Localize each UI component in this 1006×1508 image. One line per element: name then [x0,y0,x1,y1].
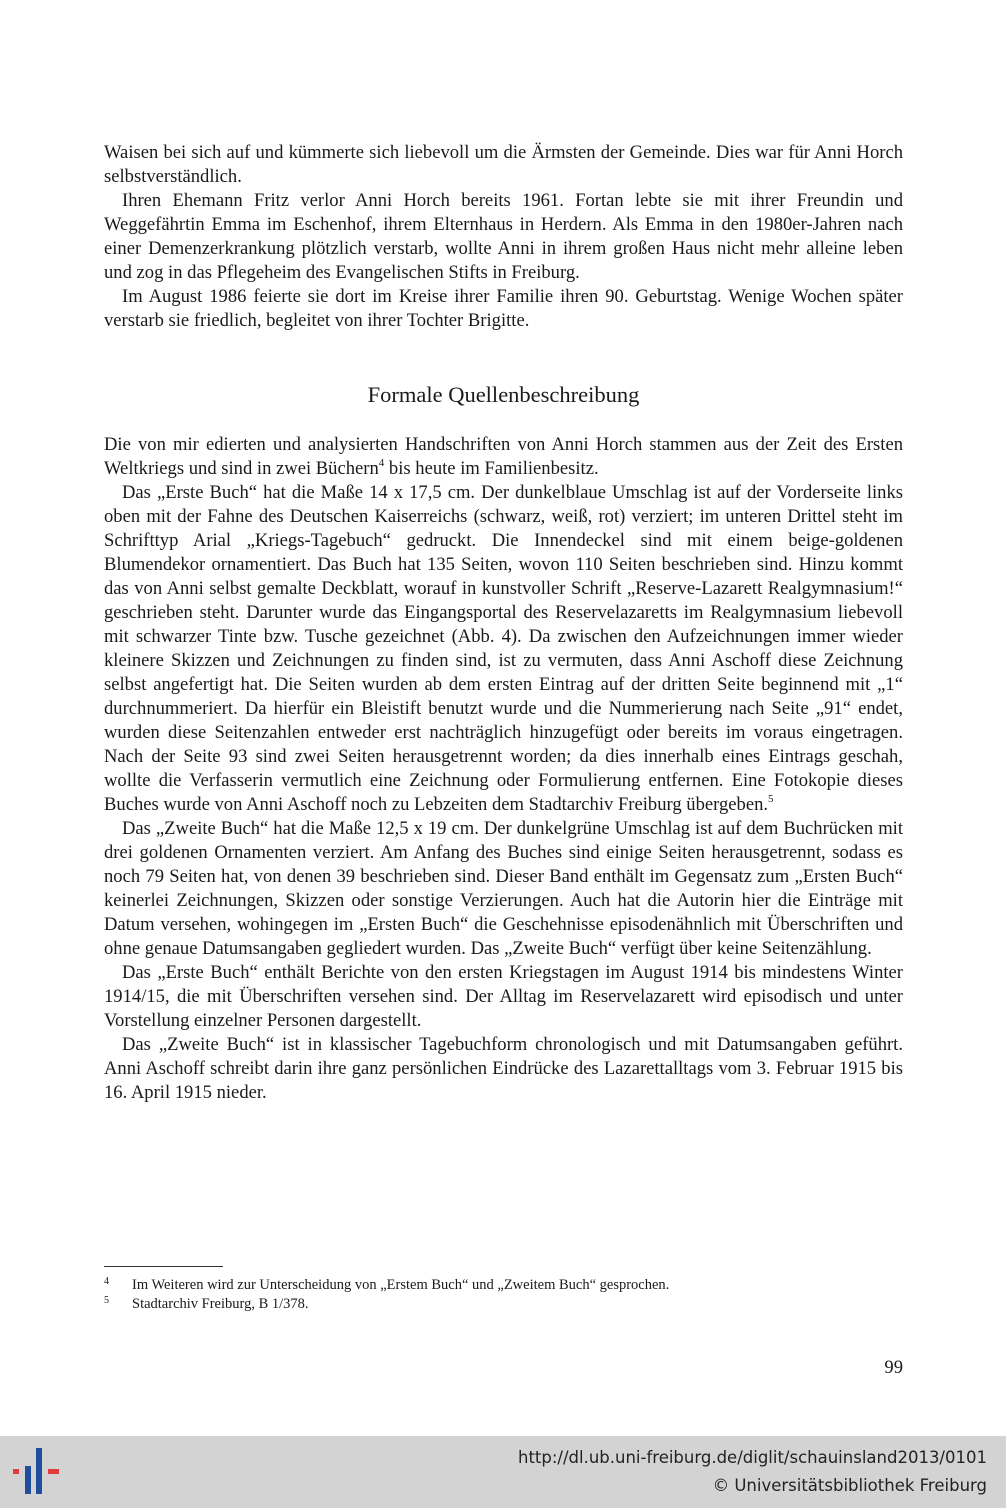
paragraph: Waisen bei sich auf und kümmerte sich liebevoll um die Ärmsten der Gemeinde. Dies war für Anni Horch selbstverständlich. [104,142,903,187]
page-number: 99 [884,1357,903,1378]
logo-red-mark [13,1469,19,1474]
footnote-text: Im Weiteren wird zur Unterscheidung von „Erstem Buch“ und „Zweitem Buch“ gesprochen. [132,1277,670,1293]
paragraph: Das „Zweite Buch“ hat die Maße 12,5 x 19 cm. Der dunkelgrüne Umschlag ist auf dem Buchrücken mit drei goldenen Ornamenten verziert. Am Anfang des Buches sind einige Seiten herausgetrennt, sodass es noch 79 Seiten hat, von denen 39 beschrieben sind. Dieser Band enthält im Gegensatz zum „Ersten Buch“ keinerlei Zeichnungen, Skizzen oder sonstige Verzierungen. Auch hat die Autorin hier die Einträge mit Datum versehen, wohingegen im „Ersten Buch“ die Geschehnisse episodenähnlich mit Überschriften und ohne genaue Datumsangaben gegliedert wurden. Das „Zweite Buch“ verfügt über keine Seitenzählung. [104,818,903,959]
footnote-marker[interactable]: 5 [768,792,774,805]
paragraph-text: Die von mir edierten und analysierten Handschriften von Anni Horch stammen aus der Zeit des Ersten Weltkriegs und sind in zwei Büchern [104,434,903,479]
library-footer-bar [0,1436,1006,1508]
paragraph: Das „Zweite Buch“ ist in klassischer Tagebuchform chronologisch und mit Datumsangaben geführt. Anni Aschoff schreibt darin ihre ganz persönlichen Eindrücke des Lazarettalltags vom 3. Februar 1915 bis 16. April 1915 nieder. [104,1034,903,1103]
paragraph: Ihren Ehemann Fritz verlor Anni Horch bereits 1961. Fortan lebte sie mit ihrer Freundin und Weggefährtin Emma im Eschenhof, ihrem Elternhaus in Herdern. Als Emma in den 1980er-Jahren nach einer Demenzerkrankung plötzlich verstarb, wollte Anni in ihrem großen Haus nicht mehr alleine leben und zog in das Pflegeheim des Evangelischen Stifts in Freiburg. [104,190,903,283]
paragraph-text: Das „Erste Buch“ hat die Maße 14 x 17,5 cm. Der dunkelblaue Umschlag ist auf der Vorderseite links oben mit der Fahne des Deutschen Kaiserreichs (schwarz, weiß, rot) verziert; im unteren Drittel steht im Schrifttyp Arial „Kriegs-Tagebuch“ gedruckt. Die Innendeckel sind mit einem beige-goldenen Blumendekor ornamentiert. Das Buch hat 135 Seiten, wovon 110 Seiten beschrieben sind. Hinzu kommt das von Anni selbst gemalte Deckblatt, worauf in kunstvoller Schrift „Reserve-Lazarett Realgymnasium!“ geschrieben steht. Darunter wurde das Eingangsportal des Reservelazaretts im Realgymnasium liebevoll mit schwarzer Tinte bzw. Tusche gezeichnet (Abb. 4). Da zwischen den Aufzeichnungen immer wieder kleinere Skizzen und Zeichnungen zu finden sind, ist zu vermuten, dass Anni Aschoff diese Zeichnung selbst angefertigt hat. Die Seiten wurden ab dem ersten Eintrag auf der dritten Seite beginnend mit „1“ durchnummeriert. Da hierfür ein Bleistift benutzt wurde und die Nummerierung nach Seite „91“ endet, wurden diese Seitenzahlen entweder erst nachträglich hinzugefügt oder bereits im voraus eingetragen. Nach der Seite 93 sind zwei Seiten herausgetrennt worden; da dies innerhalb eines Eintrags geschah, wollte die Verfasserin vermutlich eine Zeichnung oder Formulierung entfernen. Eine Fotokopie dieses Buches wurde von Anni Aschoff noch zu Lebzeiten dem Stadtarchiv Freiburg übergeben. [104,482,903,815]
permalink-url[interactable]: http://dl.ub.uni-freiburg.de/diglit/schauinsland2013/0101 [517,1448,987,1467]
section-heading: Formale Quellenbeschreibung [367,382,640,407]
paragraph [104,433,903,481]
footnote-marker[interactable]: 4 [378,456,385,469]
ub-freiburg-logo-icon[interactable] [12,1444,64,1500]
paragraph: Im August 1986 feierte sie dort im Kreise ihrer Familie ihren 90. Geburtstag. Wenige Wochen später verstarb sie friedlich, begleitet von ihrer Tochter Brigitte. [104,286,903,331]
section-text-block [104,433,903,1105]
continued-text-block [104,141,903,333]
footnote-number: 4 [104,1276,109,1287]
logo-blue-bar [25,1466,31,1494]
paragraph-text: bis heute im Familienbesitz. [384,458,599,479]
logo-blue-bar [36,1448,42,1494]
copyright-notice: © Universitätsbibliothek Freiburg [712,1476,987,1495]
paragraph: Das „Erste Buch“ enthält Berichte von den ersten Kriegstagen im August 1914 bis mindestens Winter 1914/15, die mit Überschriften versehen sind. Der Alltag im Reservelazarett wird episodisch und unter Vorstellung einzelner Personen dargestellt. [104,962,903,1031]
footnote-divider [104,1266,223,1267]
paragraph [104,481,903,817]
logo-red-mark [48,1469,59,1474]
footnote-text: Stadtarchiv Freiburg, B 1/378. [132,1296,309,1312]
footnote-number: 5 [104,1295,109,1306]
